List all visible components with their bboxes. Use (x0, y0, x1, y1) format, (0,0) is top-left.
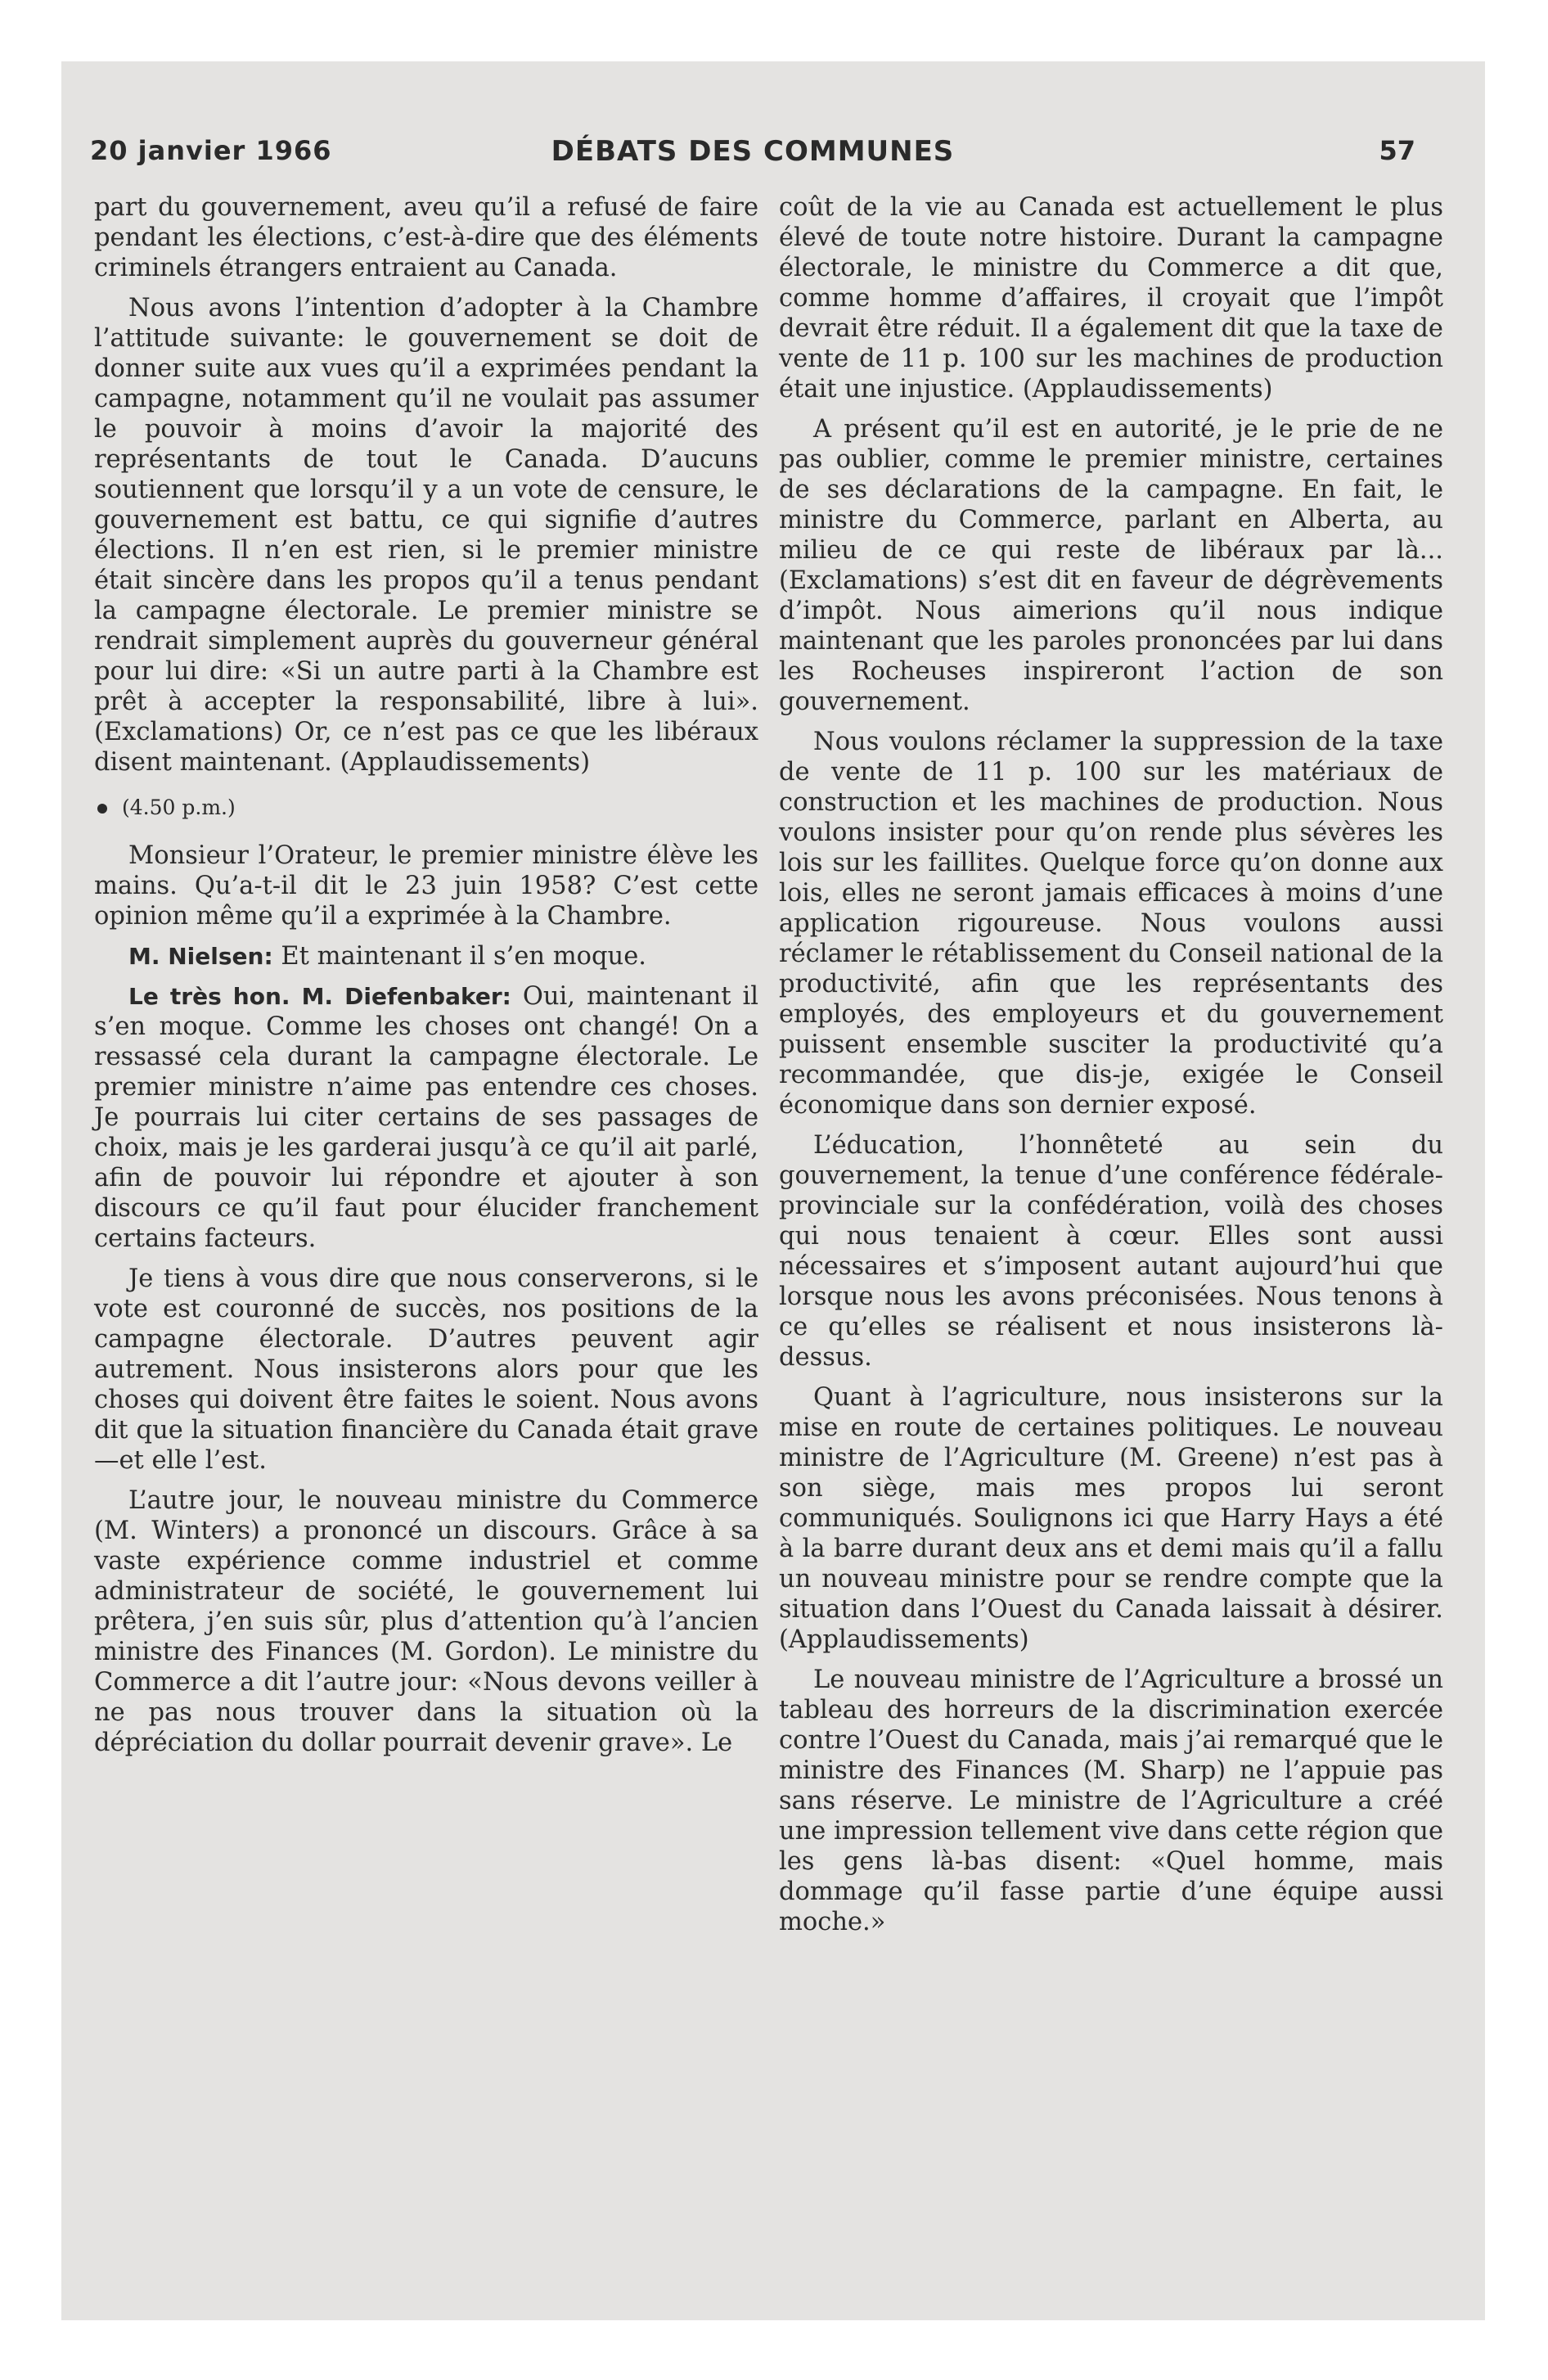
paragraph: coût de la vie au Canada est actuellement le plus élevé de toute notre histoire. Durant la campagne électorale, le ministre du Commerce a dit que, comme homme d’affaires, il croyait que l’impôt devrait être réduit. Il a également dit que la taxe de vente de 11 p. 100 sur les machines de production était une injustice. (Applaudissements) (779, 193, 1443, 403)
time-marker-text: (4.50 p.m.) (122, 796, 236, 819)
page-header (90, 135, 1415, 176)
paragraph: L’éducation, l’honnêteté au sein du gouvernement, la tenue d’une conférence fédérale-provinciale sur la confédération, voilà des choses qui nous tenaient à cœur. Elles sont aussi nécessaires et s’imposent autant aujourd’hui que lorsque nous les avons préconisées. Nous tenons à ce qu’elles se réalisent et nous insisterons là-dessus. (779, 1131, 1443, 1372)
paragraph: L’autre jour, le nouveau ministre du Commerce (M. Winters) a prononcé un discours. Grâce à sa vaste expérience comme industriel et comme administrateur de société, le gouvernement lui prêtera, j’en suis sûr, plus d’attention qu’à l’ancien ministre des Finances (M. Gordon). Le ministre du Commerce a dit l’autre jour: «Nous devons veiller à ne pas nous trouver dans la situation où la dépréciation du dollar pourrait devenir grave». Le (94, 1486, 758, 1757)
left-column (94, 192, 758, 1768)
paragraph: Le nouveau ministre de l’Agriculture a brossé un tableau des horreurs de la discrimination exercée contre l’Ouest du Canada, mais j’ai remarqué que le ministre des Finances (M. Sharp) ne l’appuie pas sans réserve. Le ministre de l’Agriculture a créé une impression tellement vive dans cette région que les gens là-bas disent: «Quel homme, mais dommage qu’il fasse partie d’une équipe aussi moche.» (779, 1666, 1443, 1936)
paragraph: A présent qu’il est en autorité, je le prie de ne pas oublier, comme le premier ministre, certaines de ses déclarations de la campagne. En fait, le ministre du Commerce, parlant en Alberta, au milieu de ce qui reste de libéraux par là... (Exclamations) s’est dit en faveur de dégrèvements d’impôt. Nous aimerions qu’il nous indique maintenant que les paroles prononcées par lui dans les Rocheuses inspireront l’action de son gouvernement. (779, 415, 1443, 716)
right-column (779, 192, 1443, 1947)
page-number: 57 (1379, 135, 1415, 166)
paragraph: Nous voulons réclamer la suppression de la taxe de vente de 11 p. 100 sur les matériaux de construction et les machines de production. Nous voulons insister pour qu’on rende plus sévères les lois sur les faillites. Quelque force qu’on donne aux lois, elles ne seront jamais efficaces à moins d’une application rigoureuse. Nous voulons aussi réclamer le rétablissement du Conseil national de la productivité, afin que les représentants des employés, des employeurs et du gouvernement puissent ensemble susciter la productivité qu’a recommandée, que dis-je, exigée le Conseil économique dans son dernier exposé. (779, 728, 1443, 1120)
speech-text: Oui, maintenant il s’en moque. Comme les choses ont changé! On a ressassé cela durant la campagne électorale. Le premier ministre n’aime pas entendre ces choses. Je pourrais lui citer certains de ses passages de choix, mais je les garderai jusqu’à ce qu’il ait parlé, afin de pouvoir lui répondre et ajouter à son discours ce qu’il faut pour élucider franchement certains facteurs. (94, 982, 758, 1253)
time-marker (94, 792, 758, 823)
bullet-icon (97, 804, 107, 814)
paragraph: Monsieur l’Orateur, le premier ministre élève les mains. Qu’a-t-il dit le 23 juin 1958? C’est cette opinion même qu’il a exprimée à la Chambre. (94, 841, 758, 931)
speech-text: Et maintenant il s’en moque. (272, 942, 646, 971)
speech (94, 981, 758, 1254)
speaker-name: M. Nielsen: (128, 943, 273, 970)
paragraph: Nous avons l’intention d’adopter à la Chambre l’attitude suivante: le gouvernement se doit de donner suite aux vues qu’il a exprimées pendant la campagne, notamment qu’il ne voulait pas assumer le pouvoir à moins d’avoir la majorité des représentants de tout le Canada. D’aucuns soutiennent que lorsqu’il y a un vote de censure, le gouvernement est battu, ce qui signifie d’autres élections. Il n’en est rien, si le premier ministre était sincère dans les propos qu’il a tenus pendant la campagne électorale. Le premier ministre se rendrait simplement auprès du gouverneur général pour lui dire: «Si un autre parti à la Chambre est prêt à accepter la responsabilité, libre à lui». (Exclamations) Or, ce n’est pas ce que les libéraux disent maintenant. (Applaudissements) (94, 294, 758, 777)
paragraph: Je tiens à vous dire que nous conserverons, si le vote est couronné de succès, nos positions de la campagne électorale. D’autres peuvent agir autrement. Nous insisterons alors pour que les choses qui doivent être faites le soient. Nous avons dit que la situation financière du Canada était grave—et elle l’est. (94, 1264, 758, 1475)
speaker-name: Le très hon. M. Diefenbaker: (128, 983, 511, 1010)
paragraph: part du gouvernement, aveu qu’il a refusé de faire pendant les élections, c’est-à-dire que des éléments criminels étrangers entraient au Canada. (94, 193, 758, 282)
paragraph: Quant à l’agriculture, nous insisterons sur la mise en route de certaines politiques. Le nouveau ministre de l’Agriculture (M. Greene) n’est pas à son siège, mais mes propos lui seront communiqués. Soulignons ici que Harry Hays a été à la barre durant deux ans et demi mais qu’il a fallu un nouveau ministre pour se rendre compte que la situation dans l’Ouest du Canada laissait à désirer. (Applaudissements) (779, 1383, 1443, 1654)
header-date: 20 janvier 1966 (90, 135, 332, 166)
header-title: DÉBATS DES COMMUNES (551, 135, 955, 168)
speech (94, 941, 758, 971)
